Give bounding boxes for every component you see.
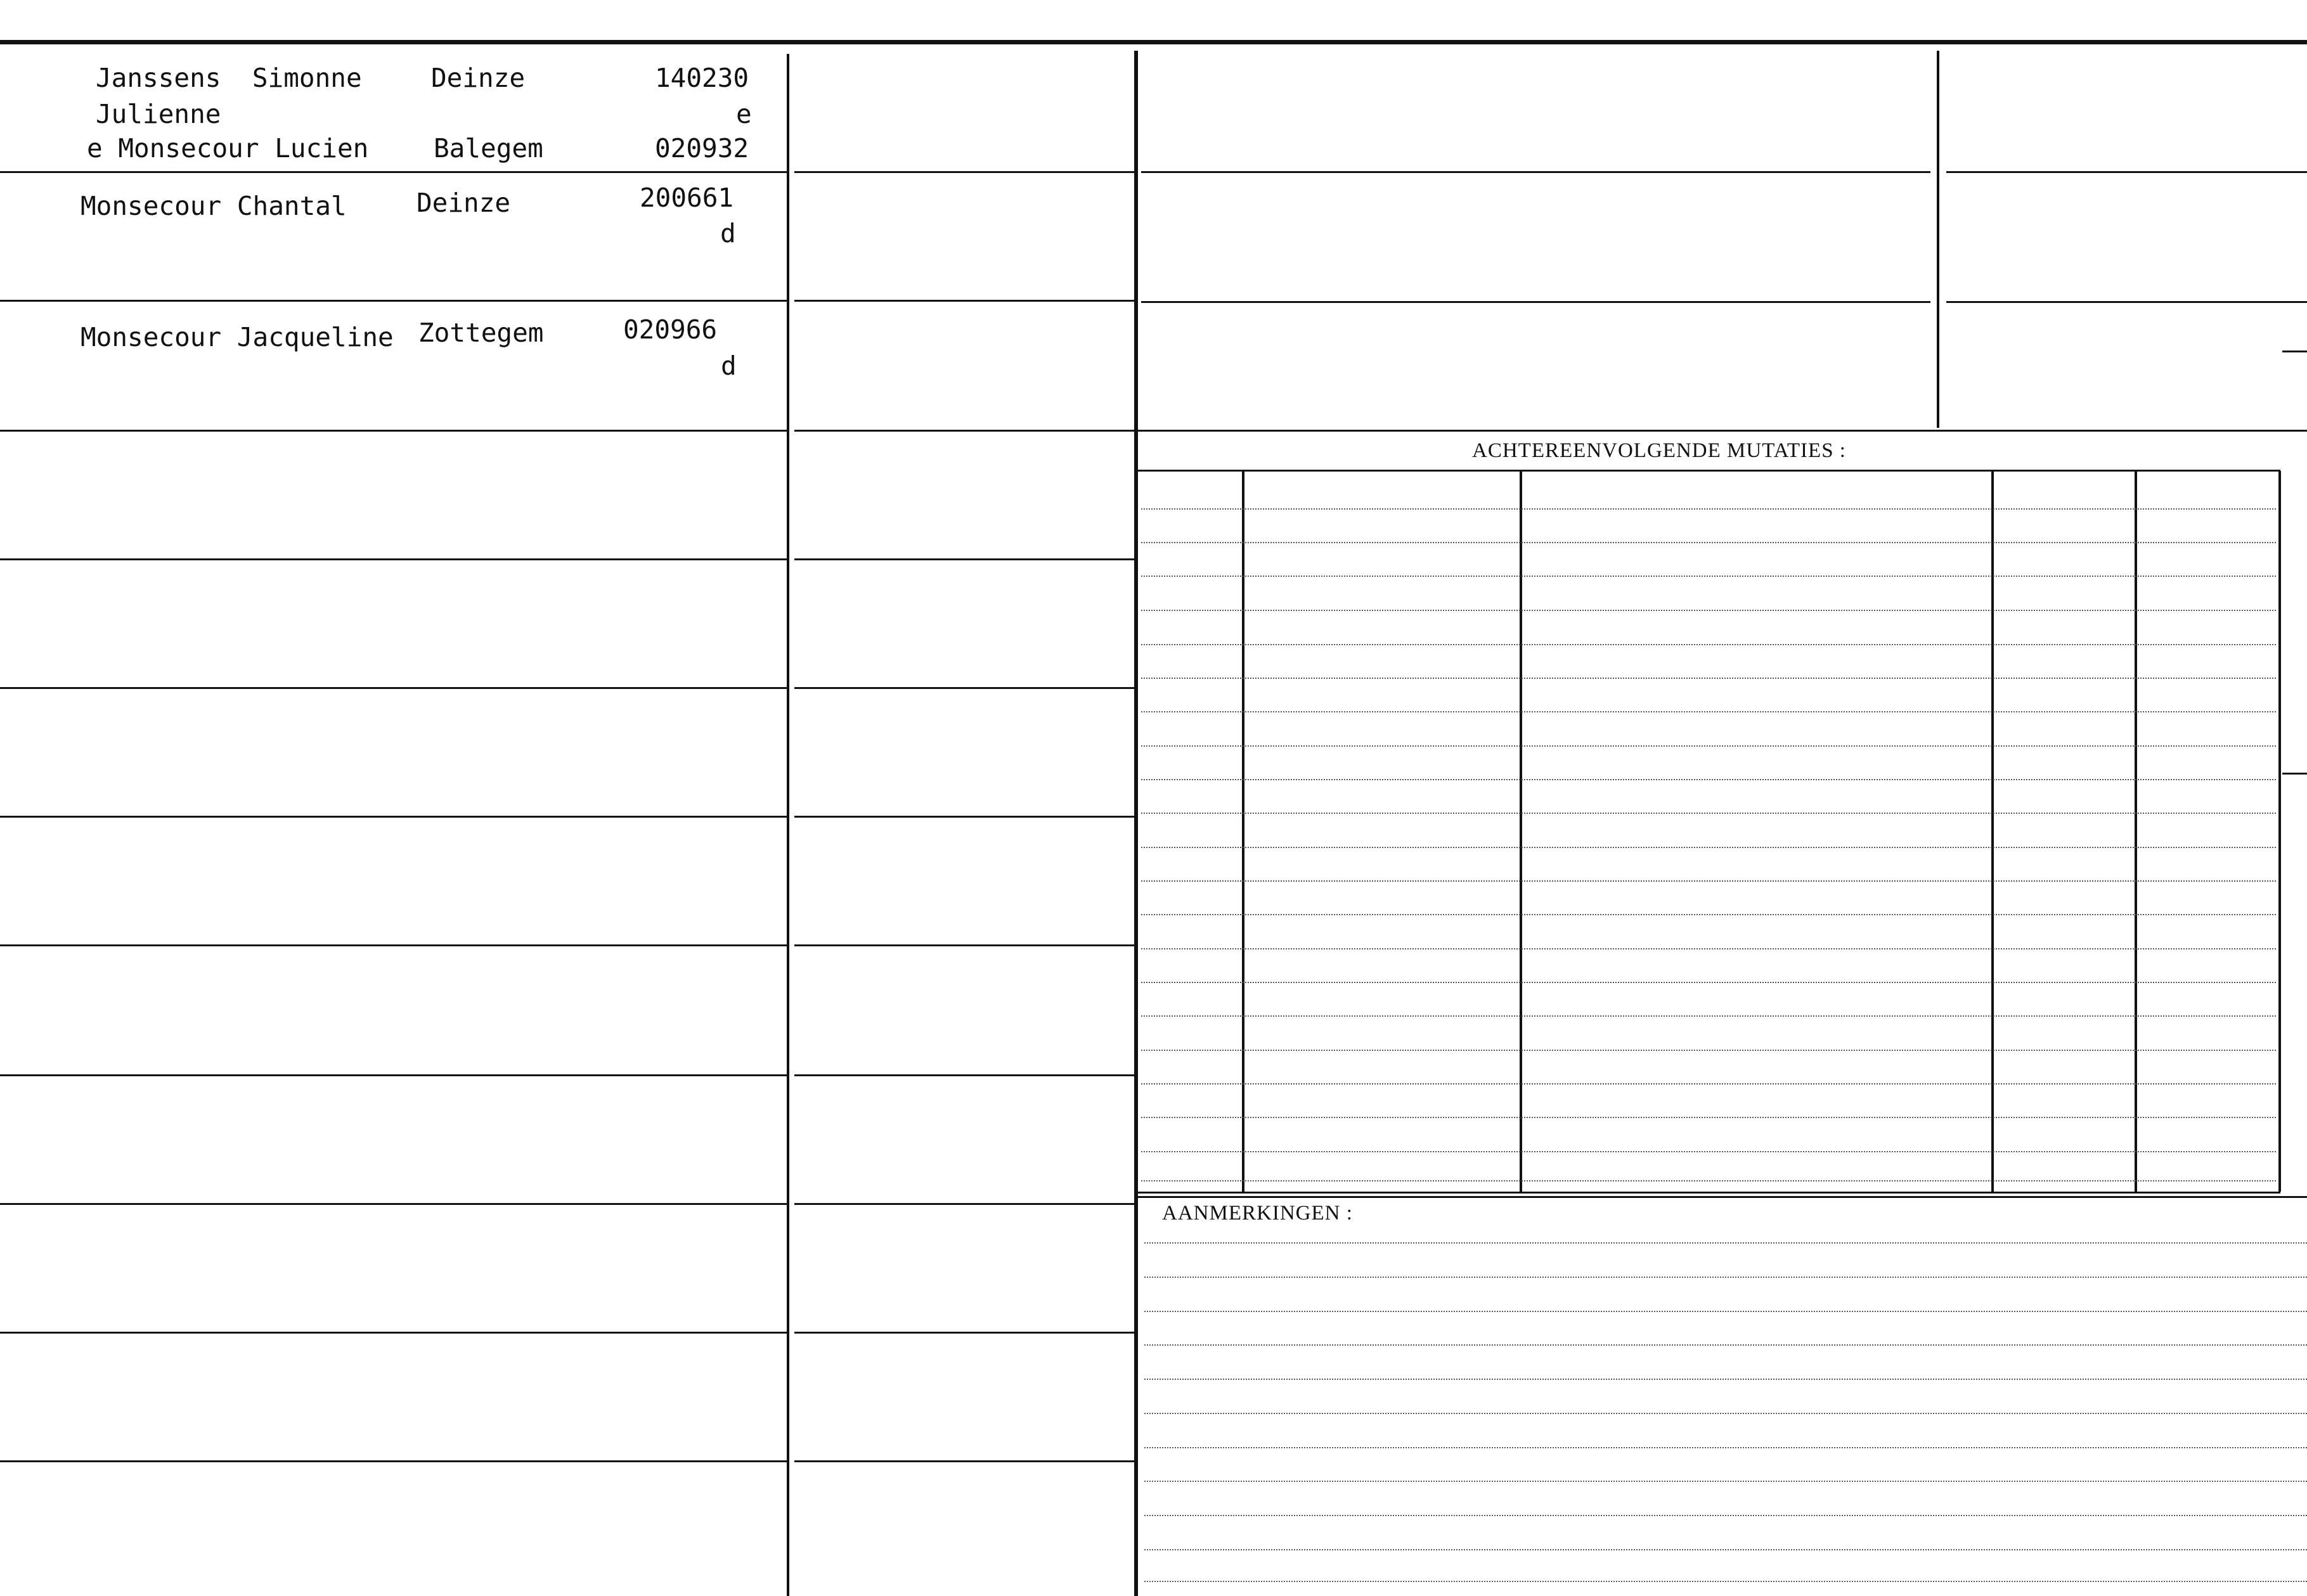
mutaties-dotted-row: [1141, 1050, 2276, 1051]
entry-1-mark: e: [736, 99, 752, 129]
mutaties-dotted-row: [1141, 745, 2276, 747]
top-rule: [0, 40, 2307, 44]
aanmerkingen-dotted-line: [1144, 1447, 2307, 1448]
aanmerkingen-dotted-line: [1144, 1549, 2307, 1550]
mutaties-dotted-row: [1141, 1015, 2276, 1017]
entry-1-name-line-1: Janssens Simonne: [96, 63, 362, 93]
aanmerkingen-dotted-line: [1144, 1581, 2307, 1582]
aanmerkingen-top-rule: [1138, 1196, 2307, 1198]
mutaties-dotted-row: [1141, 678, 2276, 679]
aanmerkingen-dotted-line: [1144, 1379, 2307, 1380]
row-line: [794, 816, 1134, 818]
row-line: [0, 1074, 787, 1076]
column-divider-1: [787, 54, 789, 1596]
aanmerkingen-dotted-line: [1144, 1344, 2307, 1346]
mutaties-dotted-row: [1141, 1117, 2276, 1118]
mutaties-table-bottom: [1138, 1192, 2280, 1194]
row-line: [0, 1203, 787, 1205]
entry-3-mark: d: [721, 351, 737, 381]
mutaties-dotted-row: [1141, 542, 2276, 543]
row-line: [1946, 301, 2307, 303]
column-divider-3: [1937, 51, 1939, 428]
entry-1-code-1: 140230: [655, 63, 749, 93]
aanmerkingen-dotted-line: [1144, 1515, 2307, 1516]
entry-3-place: Zottegem: [418, 318, 544, 348]
entry-1-code-2: 020932: [655, 133, 749, 164]
aanmerkingen-dotted-line: [1144, 1481, 2307, 1482]
entry-3-code: 020966: [623, 314, 718, 345]
mutaties-table-top: [1138, 470, 2280, 472]
row-line: [0, 687, 787, 689]
aanmerkingen-dotted-line: [1144, 1277, 2307, 1278]
row-line: [794, 171, 1134, 173]
mutaties-dotted-row: [1141, 982, 2276, 983]
mutaties-dotted-row: [1141, 1180, 2276, 1181]
entry-2-name: Monsecour Chantal: [81, 191, 347, 221]
row-line: [0, 300, 787, 302]
row-line: [0, 816, 787, 818]
row-line: [794, 1332, 1134, 1334]
mutaties-dotted-row: [1141, 644, 2276, 645]
row-line: [0, 558, 787, 560]
mutaties-dotted-row: [1141, 914, 2276, 915]
entry-2-place: Deinze: [417, 188, 511, 218]
row-line: [0, 1460, 787, 1462]
aanmerkingen-header: AANMERKINGEN :: [1162, 1202, 1353, 1225]
edge-tick: [2282, 351, 2307, 352]
aanmerkingen-dotted-line: [1144, 1311, 2307, 1312]
row-line: [794, 944, 1134, 946]
mutaties-dotted-row: [1141, 880, 2276, 882]
entry-3-name: Monsecour Jacqueline: [81, 322, 394, 352]
entry-1-place-1: Deinze: [431, 63, 526, 93]
mutaties-dotted-row: [1141, 1151, 2276, 1152]
mutaties-dotted-row: [1141, 948, 2276, 949]
mutaties-dotted-row: [1141, 1083, 2276, 1084]
mutaties-dotted-row: [1141, 610, 2276, 611]
row-line: [0, 944, 787, 946]
aanmerkingen-dotted-line: [1144, 1242, 2307, 1244]
entry-1-name-line-3: e Monsecour Lucien: [87, 133, 369, 164]
mutaties-dotted-row: [1141, 779, 2276, 780]
row-line: [794, 300, 1134, 302]
entry-2-mark: d: [720, 218, 736, 248]
entry-2-code: 200661: [640, 183, 734, 213]
mutaties-dotted-row: [1141, 508, 2276, 510]
entry-1-name-line-2: Julienne: [96, 99, 221, 129]
row-line: [794, 1074, 1134, 1076]
row-line: [1141, 171, 1930, 173]
entry-1-place-2: Balegem: [434, 133, 543, 164]
mutaties-dotted-row: [1141, 813, 2276, 814]
aanmerkingen-dotted-line: [1144, 1413, 2307, 1414]
mutaties-dotted-row: [1141, 576, 2276, 577]
mutaties-header: ACHTEREENVOLGENDE MUTATIES :: [1472, 439, 1846, 462]
row-line: [794, 687, 1134, 689]
mutaties-dotted-row: [1141, 711, 2276, 712]
row-line: [794, 558, 1134, 560]
mutaties-top-rule: [1138, 430, 2307, 432]
mutaties-col-5: [2278, 471, 2281, 1192]
row-line: [1141, 301, 1930, 303]
row-line: [0, 171, 787, 173]
row-line: [0, 430, 787, 432]
row-line: [1946, 171, 2307, 173]
row-line: [794, 430, 1134, 432]
row-line: [794, 1203, 1134, 1205]
column-divider-2: [1134, 51, 1138, 1596]
mutaties-dotted-row: [1141, 847, 2276, 848]
row-line: [794, 1460, 1134, 1462]
row-line: [0, 1332, 787, 1334]
edge-tick: [2282, 773, 2307, 775]
